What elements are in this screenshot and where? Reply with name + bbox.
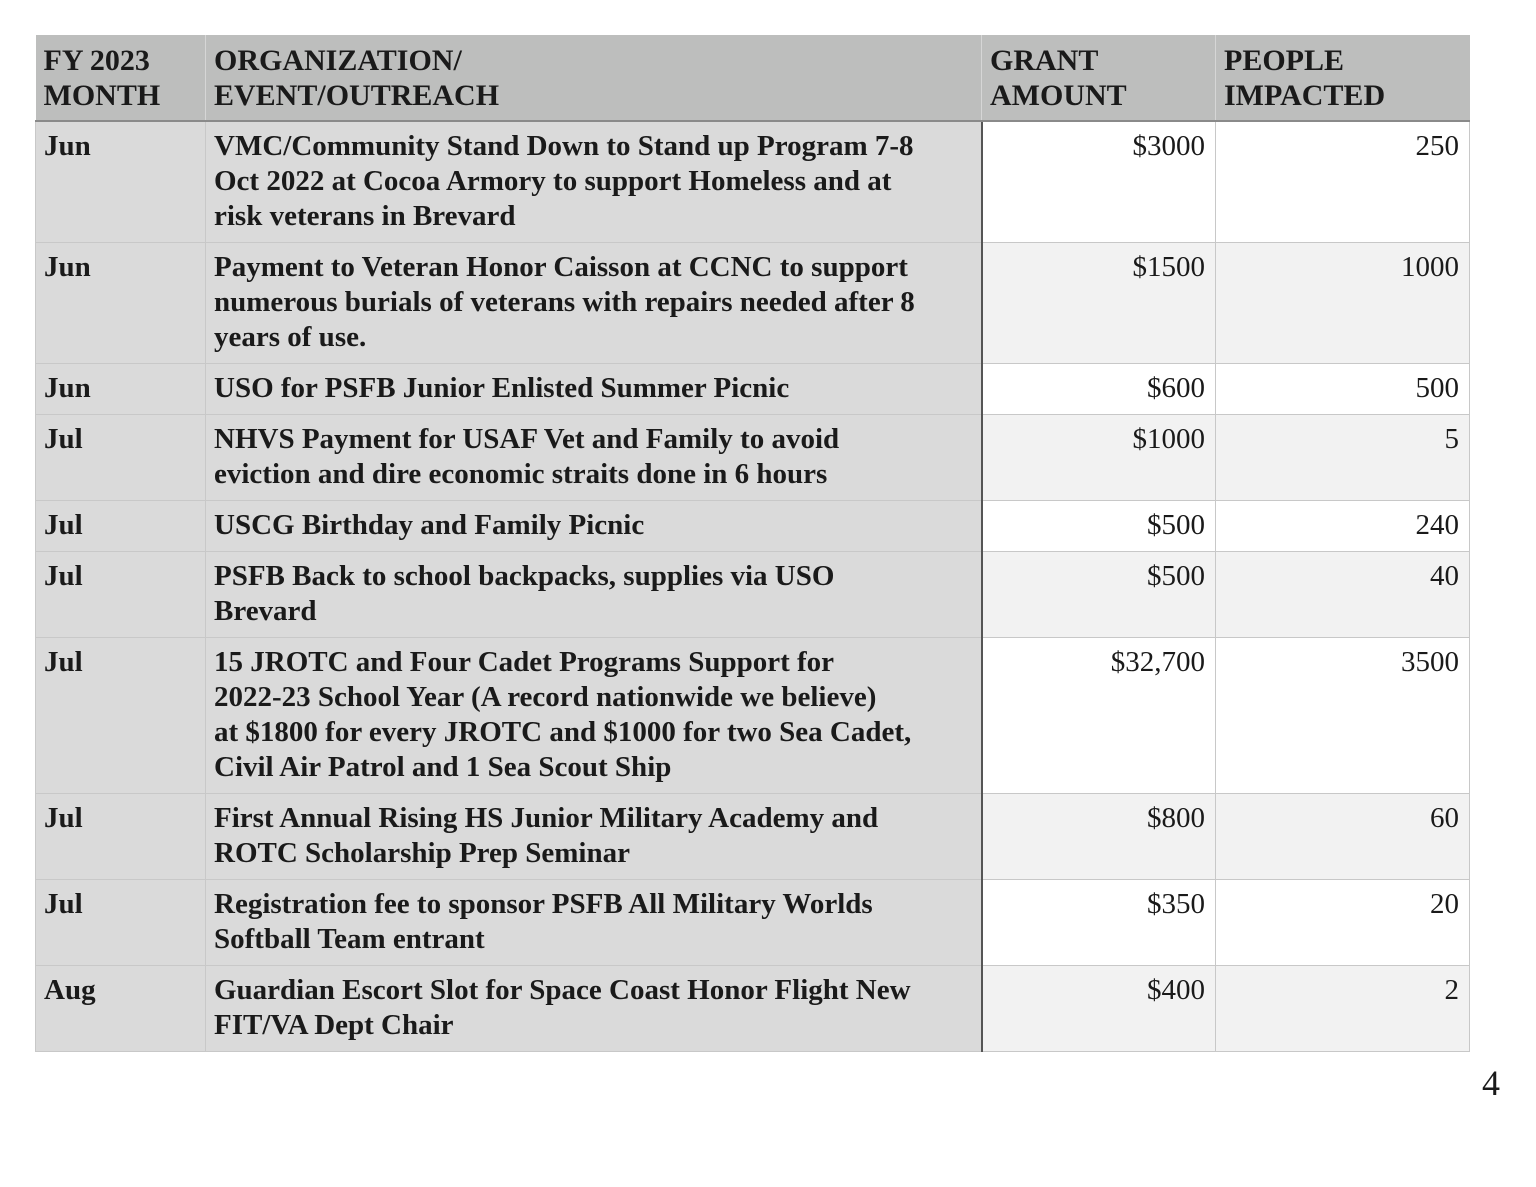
cell-people-impacted: 60 xyxy=(1216,794,1470,880)
organization-line: years of use. xyxy=(214,321,367,353)
cell-people-impacted: 1000 xyxy=(1216,243,1470,364)
table-row xyxy=(36,638,1470,794)
table-row xyxy=(36,415,1470,501)
cell-organization xyxy=(206,501,982,552)
header-month: FY 2023 MONTH xyxy=(36,35,206,121)
cell-month: Jun xyxy=(36,121,206,243)
cell-organization xyxy=(206,880,982,966)
cell-organization xyxy=(206,794,982,880)
cell-grant-amount: $32,700 xyxy=(982,638,1216,794)
organization-line: ROTC Scholarship Prep Seminar xyxy=(214,837,630,869)
organization-line: First Annual Rising HS Junior Military Academy and xyxy=(214,802,879,834)
cell-grant-amount: $3000 xyxy=(982,121,1216,243)
cell-organization xyxy=(206,415,982,501)
table-header xyxy=(36,35,1470,121)
organization-line: Softball Team entrant xyxy=(214,923,485,955)
grants-table xyxy=(35,35,1470,1052)
header-people-impacted: PEOPLE IMPACTED xyxy=(1216,35,1470,121)
organization-line: at $1800 for every JROTC and $1000 for two Sea Cadet, xyxy=(214,716,912,748)
header-organization: ORGANIZATION/ EVENT/OUTREACH xyxy=(206,35,982,121)
cell-grant-amount: $400 xyxy=(982,966,1216,1052)
organization-line: eviction and dire economic straits done in 6 hours xyxy=(214,458,828,490)
table-body xyxy=(36,121,1470,1052)
organization-line: 15 JROTC and Four Cadet Programs Support for xyxy=(214,646,835,678)
cell-grant-amount: $1500 xyxy=(982,243,1216,364)
cell-grant-amount: $350 xyxy=(982,880,1216,966)
organization-line: Guardian Escort Slot for Space Coast Honor Flight New xyxy=(214,974,911,1006)
table-row xyxy=(36,501,1470,552)
table-row xyxy=(36,966,1470,1052)
cell-people-impacted: 40 xyxy=(1216,552,1470,638)
organization-line: Civil Air Patrol and 1 Sea Scout Ship xyxy=(214,751,672,783)
cell-people-impacted: 20 xyxy=(1216,880,1470,966)
cell-organization xyxy=(206,243,982,364)
table-row xyxy=(36,243,1470,364)
organization-line: Brevard xyxy=(214,595,317,627)
cell-organization xyxy=(206,121,982,243)
cell-month: Jun xyxy=(36,364,206,415)
cell-month: Jul xyxy=(36,552,206,638)
cell-grant-amount: $500 xyxy=(982,501,1216,552)
page-number: 4 xyxy=(1482,1063,1500,1103)
organization-line: risk veterans in Brevard xyxy=(214,200,516,232)
cell-month: Jul xyxy=(36,794,206,880)
cell-month: Jul xyxy=(36,880,206,966)
table-row xyxy=(36,880,1470,966)
organization-line: 2022-23 School Year (A record nationwide we believe) xyxy=(214,681,877,713)
organization-line: numerous burials of veterans with repairs needed after 8 xyxy=(214,286,915,318)
cell-month: Jul xyxy=(36,638,206,794)
table-row xyxy=(36,364,1470,415)
cell-grant-amount: $600 xyxy=(982,364,1216,415)
cell-organization xyxy=(206,552,982,638)
table-row xyxy=(36,552,1470,638)
cell-organization xyxy=(206,966,982,1052)
table-row xyxy=(36,794,1470,880)
cell-people-impacted: 240 xyxy=(1216,501,1470,552)
organization-line: Oct 2022 at Cocoa Armory to support Homeless and at xyxy=(214,165,892,197)
organization-line: Payment to Veteran Honor Caisson at CCNC to support xyxy=(214,251,908,283)
organization-line: PSFB Back to school backpacks, supplies via USO xyxy=(214,560,835,592)
cell-organization xyxy=(206,638,982,794)
organization-line: USO for PSFB Junior Enlisted Summer Picnic xyxy=(214,372,790,404)
table-row xyxy=(36,121,1470,243)
cell-people-impacted: 5 xyxy=(1216,415,1470,501)
organization-line: FIT/VA Dept Chair xyxy=(214,1009,454,1041)
cell-grant-amount: $1000 xyxy=(982,415,1216,501)
cell-organization xyxy=(206,364,982,415)
organization-line: NHVS Payment for USAF Vet and Family to avoid xyxy=(214,423,840,455)
cell-month: Aug xyxy=(36,966,206,1052)
cell-people-impacted: 2 xyxy=(1216,966,1470,1052)
organization-line: USCG Birthday and Family Picnic xyxy=(214,509,645,541)
cell-month: Jul xyxy=(36,501,206,552)
cell-people-impacted: 250 xyxy=(1216,121,1470,243)
header-grant-amount: GRANT AMOUNT xyxy=(982,35,1216,121)
cell-grant-amount: $500 xyxy=(982,552,1216,638)
cell-grant-amount: $800 xyxy=(982,794,1216,880)
cell-month: Jun xyxy=(36,243,206,364)
cell-people-impacted: 3500 xyxy=(1216,638,1470,794)
cell-people-impacted: 500 xyxy=(1216,364,1470,415)
header-row xyxy=(36,35,1470,121)
cell-month: Jul xyxy=(36,415,206,501)
organization-line: VMC/Community Stand Down to Stand up Program 7-8 xyxy=(214,130,914,162)
organization-line: Registration fee to sponsor PSFB All Military Worlds xyxy=(214,888,873,920)
